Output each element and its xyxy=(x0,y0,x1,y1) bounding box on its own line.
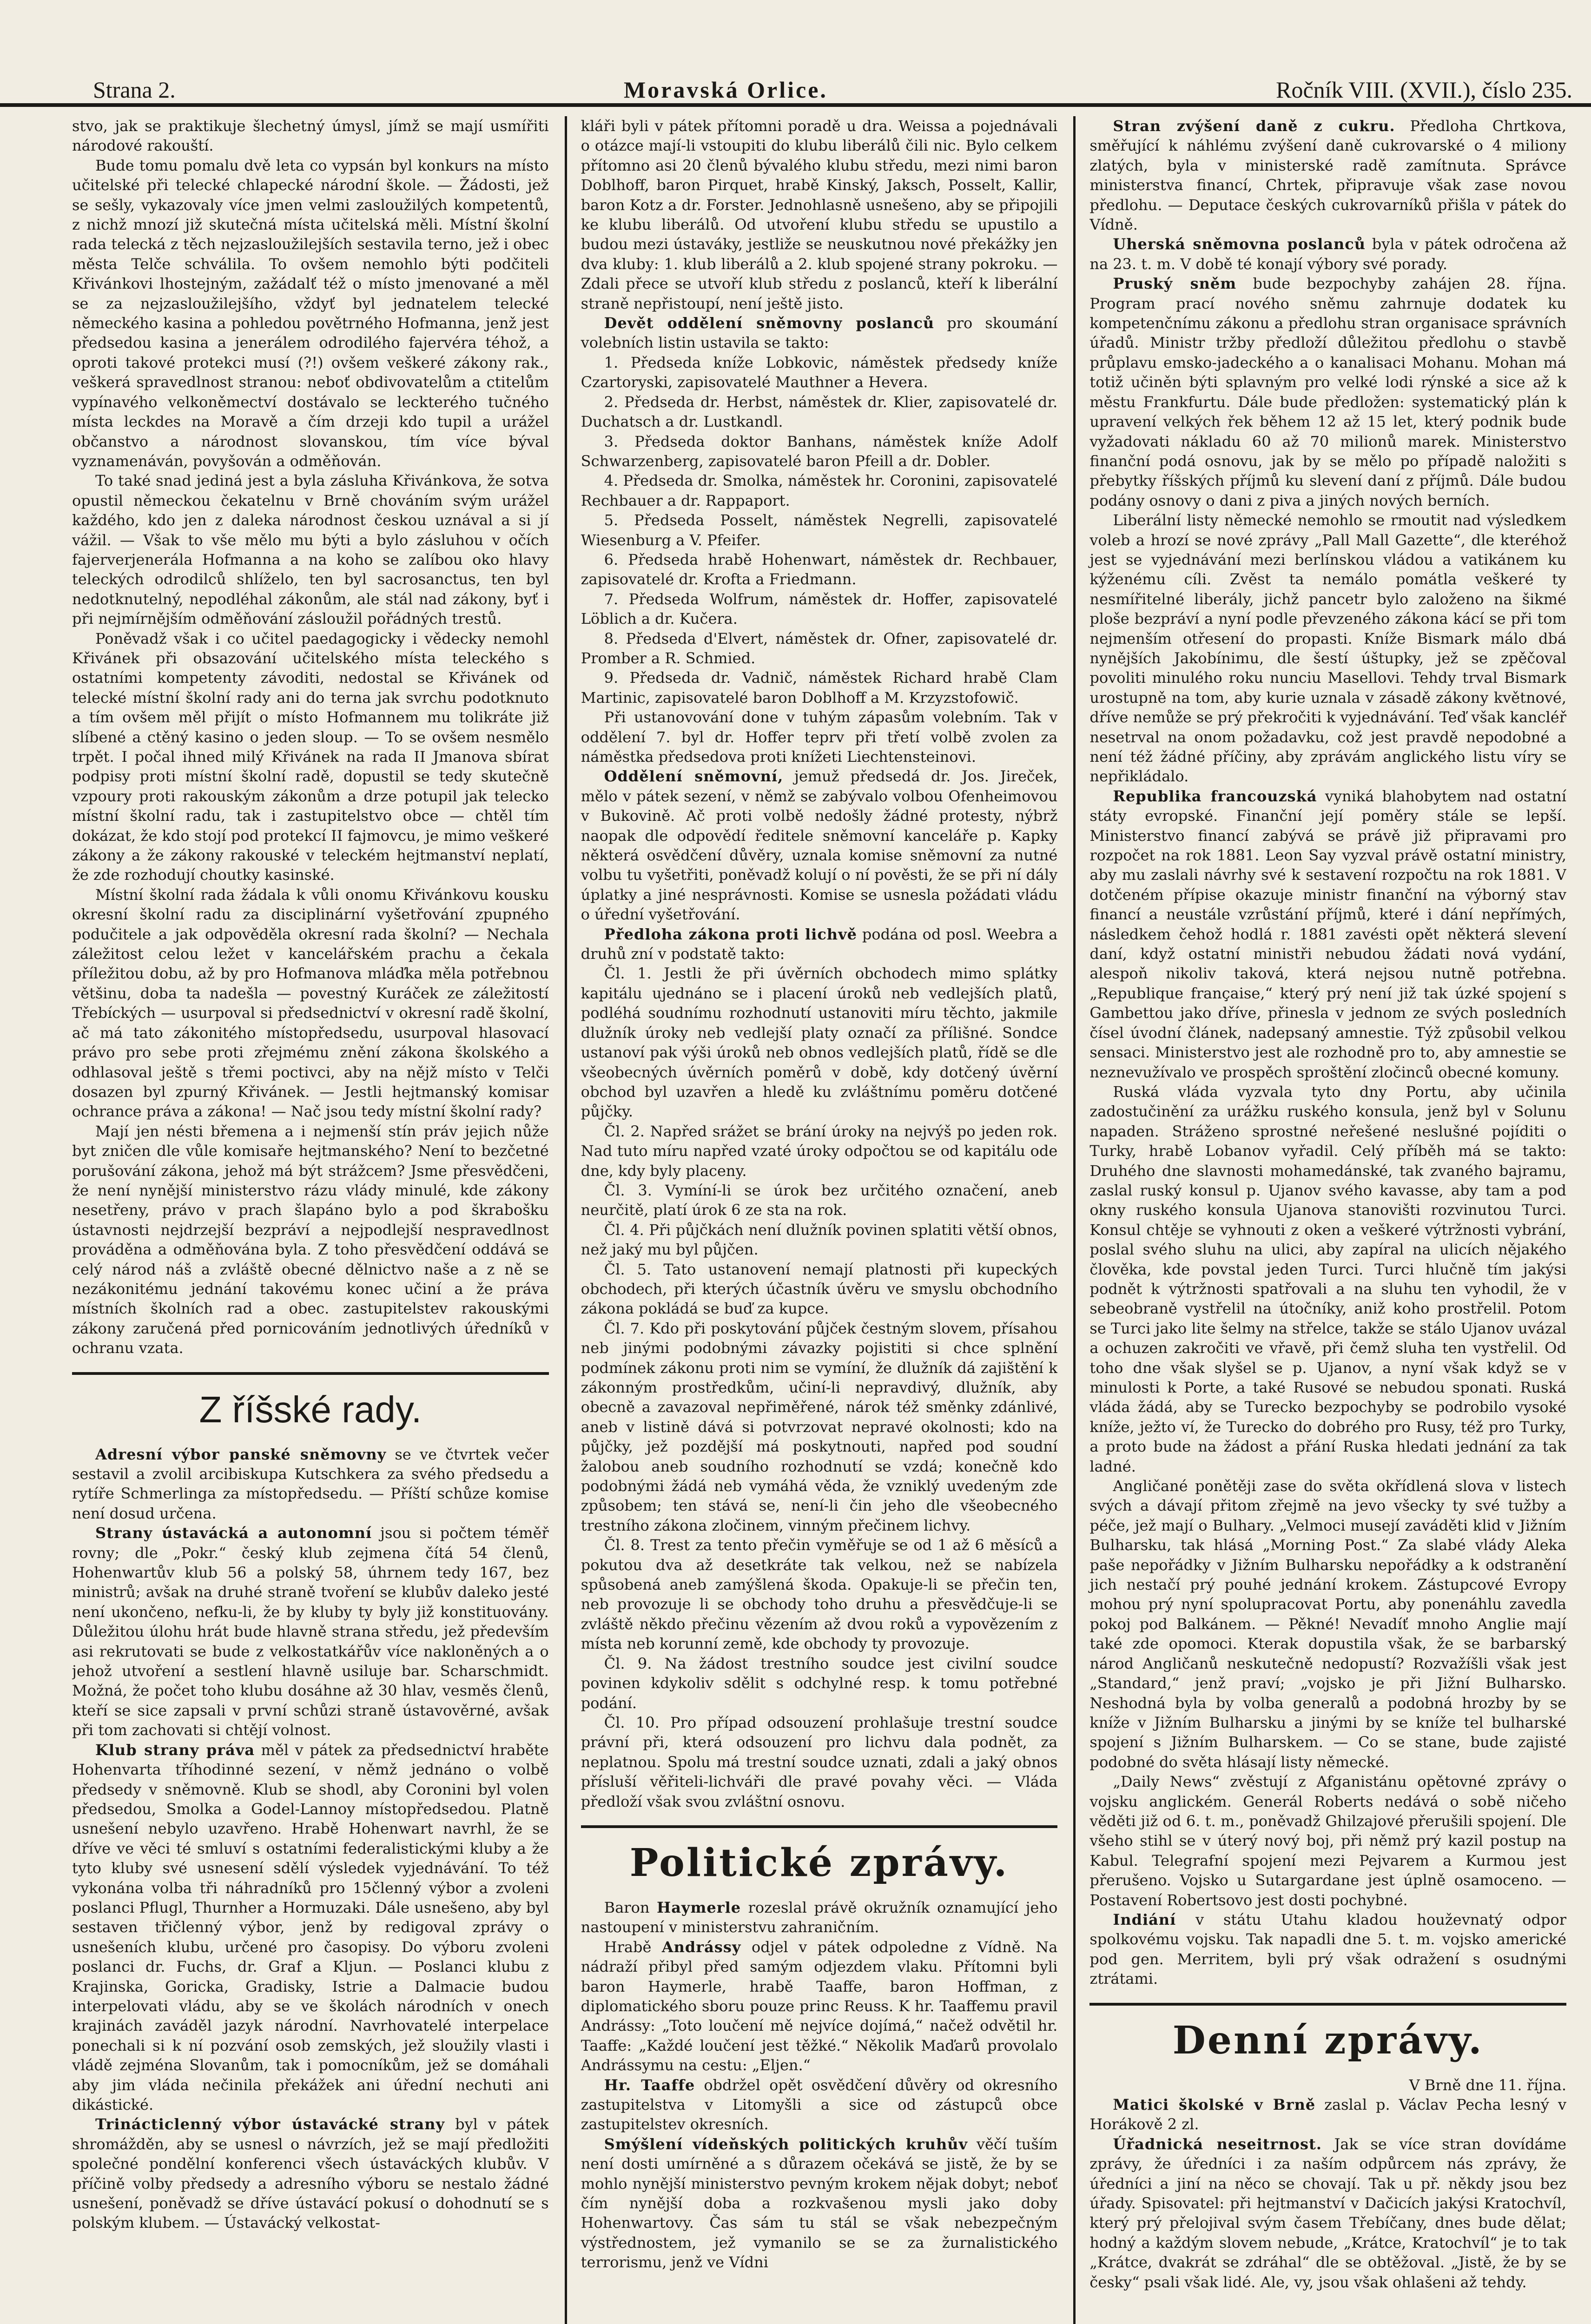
column-3 xyxy=(1073,116,1566,2324)
newspaper-title: Moravská Orlice. xyxy=(623,77,828,103)
news-text: bude bezpochyby zahájen 28. října. Program prací nového sněmu zahrnuje dodatek ku kompetenčnímu zákonu a předlohu stran organisace správních úřadů. Ministr tržby předloží důležitou předlohu o stavbě průplavu emsko-jadeckého a o kanalisaci Mohanu. Mohan má totiž učiněn býti splavným pro velké lodi rýnské a sice až k městu Frankfurtu. Dále bude předložen: systematický plán k upravení velkých řek během 12 až 15 let, který podnik bude vyžadovati nákladu 60 až 70 milionů marek. Ministerstvo finanční podá osnovu, jak by se mělo po případě naložiti s přebytky říšských příjmů ku slevení daní z příjmů. Dále budou podány osnovy o dani z piva a jiných nových berních. xyxy=(1089,275,1567,509)
news-text: podána od posl. Weebra a druhů zní v podstatě takto: xyxy=(581,925,1058,963)
news-text: vyniká blahobytem nad ostatní státy evropské. Finanční její poměry stále se lepší. Ministerstvo financí zabývá se právě již připravami pro rozpočet na rok 1881. Leon Say vyzval právě ostatní ministry, aby mu zaslali návrhy své k sestavení rozpočtu na rok 1881. V dotčeném přípise okazuje ministr finanční na výborný stav financí a neustále vzrůstání příjmů, které i dání nepřímých, následkem čehož hodlá r. 1881 zavésti opět některá slevení daní, když ostatní ministři nebudou žádati nová vydání, alespoň nikoliv taková, která nejsou nutně potřebna. „Republique française,“ který prý není již tak úzké spojení s Gambettou jako dříve, přinesla v jednom ze svých posledních čísel úvodní článek, nadepsaný amnestie. Týž způsobil velkou sensaci. Ministerstvo jest ale rozhodně pro to, aby amnestie se neznevužívalo ve prospěch sproštění zločinců obecné komuny. xyxy=(1089,787,1567,1081)
list-item: 2. Předseda dr. Herbst, náměstek dr. Klier, zapisovatelé dr. Duchatsch a dr. Lustkandl. xyxy=(581,393,1058,431)
law-article: Čl. 3. Vymíní-li se úrok bez určitého označení, aneb neurčitě, platí úrok 6 ze sta na rok. xyxy=(581,1181,1058,1219)
law-article: Čl. 1. Jestli že při úvěrních obchodech mimo splátky kapitálu ujednáno se i placení úroků neb vedlejších platů, podléhá soudnímu rozhodnutí ustanoviti míru těchto, jakmile dlužník úroky neb vedlejší platy označí za přílišné. Sondce ustanoví pak výši úroků neb obnos vedlejších platů, řídě se dle všeobecných úvěrních poměrů v době, kdy dotčený úvěrní obchod byl uzavřen a hledě ku zvláštnímu poměru dotčené půjčky. xyxy=(581,964,1058,1121)
rubric: Klub strany práva xyxy=(95,1741,255,1759)
news-item xyxy=(581,313,1058,353)
news-item xyxy=(1089,116,1566,234)
dateline: V Brně dne 11. října. xyxy=(1409,2076,1567,2094)
paragraph: Liberální listy německé nemohlo se rmoutit nad výsledkem voleb a hrozí se nové zprávy „Pall Mall Gazette“, dle kteréhož jest se vyjednávání mezi berlínskou vládou a vatikánem ku kýženému cíli. Zvěst ta nemálo pomátla veškeré ty nesmířitelné liberály, jichž pancetr bylo založeno na šikmé ploše bezpráví a nyní podle převzeného zákona kácí se při tom nejmenším otřesení do propasti. Kníže Bismark málo dbá nynějších Jakobínimu, dle šestí úštupky, jež se zpěčoval povoliti minulého roku nunciu Masellovi. Tehdy trval Bismark urostupně na tom, aby kurie uznala v zásadě zákony květnové, dříve nemůže se prý překročiti k vyjednávání. Teď však kancléř nesetrval na onom požadavku, což jest pravdě nepodobné a není též žádné příčiny, aby zprávám anglického listu víry se nepřikládalo. xyxy=(1089,511,1567,786)
news-item xyxy=(72,1740,549,2115)
section-title-political-news: Politické zprávy. xyxy=(581,1825,1058,1888)
news-text: se ve čtvrtek večer sestavil a zvolil arcibiskupa Kutschkera za svého předsedu a rytíře Schmerlinga za místopředsedu. — Příští schůze komise není dosud určena. xyxy=(72,1445,549,1522)
column-2 xyxy=(565,116,1058,2324)
rubric: Strany ústavácká a autonomní xyxy=(95,1524,372,1542)
news-item xyxy=(1089,234,1566,274)
list-item: 9. Předseda dr. Vadnič, náměstek Richard hrabě Clam Martinic, zapisovatelé baron Doblhoff a M. Krzyzstofowič. xyxy=(581,669,1058,706)
news-text: Jak se více stran dovídáme zprávy, že úředníci i za naším odpůrcem nás zprávy, že úředníci a jiní na něco se chovají. Tak u př. někdy jsou bez úřady. Spisovatel: při hejtmanství v Dačicích jakýsi Kratochvíl, který prý přelojival svým časem Třebíčany, dnes bude dělat; hodný a každým slovem nebude, „Krátce, Kratochvíl“ je to tak „Krátce, dvakrát se zdráhal“ dle se obtěžoval. „Jistě, že by se česky“ psali však lidé. Ale, vy, jsou však ohlašeni až tehdy. xyxy=(1089,2135,1567,2291)
news-text: jemuž předsedá dr. Jos. Jireček, mělo v pátek sezení, v němž se zabývalo volbou Ofenheimovou v Bukovině. Ač proti volbě nedošly žádné protesty, nýbrž naopak dle odpovědí ředitele sněmovní kanceláře p. Kapky některá osvědčení důvěry, uznala komise sněmovní za nutné volbu tu vyšetřiti, poněvadž kolují o ní pověsti, že se při ní dály úplatky a jiné nesprávnosti. Komise se usnesla požádati vládu o úřední vyšetřování. xyxy=(581,767,1058,924)
paragraph: Ruská vláda vyzvala tyto dny Portu, aby učinila zadostučinění za urážku ruského konsula, jenž byl v Solunu napaden. Stráženo sprostné neřešené neslušné pojíditi o Turky, hrabě Lobanov vyřadil. Celý příběh má se takto: Druhého dne slavnosti mohamedánské, tak zvaného bajramu, zaslal ruský konsul p. Ujanov svého kavasse, aby tam a pod okny ruského konsula Ujanova stanovišti rozvinutou Turci. Konsul chtěje se vyhnouti z oken a veškeré výtržnosti vybrání, poslal svého sluhu na ulici, aby zapíral na ulicích nějakého člověka, kde povstal jeden Turci. Turci hlučně tím jakýsi podnět k výtržnosti spatřovali a na sluhu ten vyhodil, že v sebeobraně vystřelil na útočníky, aniž koho prostřelil. Potom se Turci jako lite šelmy na střelce, takže se stálo Ujanov uvázal a ochuzen zakročiti ve vřavě, při čemž sluha ten vystřelil. Od toho dne však slyšel se p. Ujanov, a nyní však když se v minulosti k Porte, a také Rusové se nebudou sponati. Ruská vláda žádá, aby se Turecko bezpochyby se podrobilo vysoké kníže, ježto ví, že Turecko do dobrého pro Rusy, též pro Turky, a proto bude na žádost a přání Ruska hledati jednání za tak ladné. xyxy=(1089,1083,1567,1475)
rubric: Republika francouzská xyxy=(1113,787,1317,805)
news-item xyxy=(1089,2134,1566,2292)
paragraph: To také snad jediná jest a byla zásluha Křivánkova, že sotva opustil německou čekatelnu v Brně chováním svým urážel každého, kdo jen z daleka národnost českou uznával a si jí vážil. — Však to vše mělo mu býti a bylo zásluhou v očích fajerverjenerála Hofmanna a na koho se zalíbou oko hlavy teleckých odrodilců shlíželo, ten byl sacrosanctus, ten byl nedotknutelný, nepodléhal zákonům, ale stál nad zákony, byť i při nejmírnějším odměňování zásloužil pořádných trestů. xyxy=(72,472,549,628)
news-text: jsou si počtem téměř rovny; dle „Pokr.“ český klub zejmena čítá 54 členů, Hohenwartův klub 56 a polský 58, úhrnem tedy 167, bez ministrů; avšak na druhé straně tvoření se klubův daleko jesté není ukončeno, nefku-li, že by kluby ty byly již konstituovány. Důležitou úlohu hrát bude hlavně strana středu, jež především asi rekrutovati se bude z velkostatkářův více nakloněných a o jehož utvoření a sestlení hlavně usiluje bar. Scharschmidt. Možná, že počet toho klubu dosáhne až 30 hlav, vesměs členů, kteří se sice zapsali v první schůzi straně ústavověrné, avšak při tom zachovati si chtějí volnost. xyxy=(72,1524,549,1739)
paragraph: Při ustanovování done v tuhým zápasům volebním. Tak v oddělení 7. byl dr. Hoffer teprv při třetí volbě zvolen za náměstka předsedova proti knížeti Liechtensteinovi. xyxy=(581,708,1058,766)
rubric: Trinácticlenný výbor ústavácké strany xyxy=(95,2115,445,2133)
news-item xyxy=(581,924,1058,964)
rubric: Matici školské v Brně xyxy=(1113,2096,1316,2113)
news-text: odjel v pátek odpoledne z Vídně. Na nádraží přibyl před samým odjezdem vlaku. Přítomni byli baron Haymerle, hrabě Taaffe, baron Hoffman, z diplomatického sboru pouze princ Reuss. K hr. Taaffemu pravil Andrássy: „Toto loučení mě nejvíce dojímá,“ načež odvětil hr. Taaffe: „Každé loučení jest těžké.“ Několik Maďarů provolalo Andrássymu na cestu: „Eljen.“ xyxy=(581,1938,1058,2074)
paragraph: stvo, jak se praktikuje šlechetný úmysl, jímž se mají usmířiti národové rakouští. xyxy=(72,117,549,155)
news-item xyxy=(72,1445,549,1524)
news-item xyxy=(72,2114,549,2232)
paragraph: „Daily News“ zvěstují z Afganistánu opětovné zprávy o vojsku anglickém. Generál Roberts nedává o sobě ničeho věděti již od 6. t. m., poněvadž Ghilzajové přerušili spojení. Dle všeho stihl se v úterý nový boj, při němž prý kazil postup na Kabul. Telegrafní spojení mezi Pejvarem a Kurmou jest přerušeno. Vojsko u Sutargardane jest úplně osamoceno. — Postavení Robertsovo jest dosti pochybné. xyxy=(1089,1773,1567,1909)
law-article: Čl. 2. Napřed srážet se brání úroky na nejvýš po jeden rok. Nad tuto míru napřed vzaté úroky odpočtou se od kapitálu ode dne, kdy byly placeny. xyxy=(581,1122,1058,1180)
rubric: Předloha zákona proti lichvě xyxy=(604,925,858,943)
paragraph: Poněvadž však i co učitel paedagogicky i vědecky nemohl Křivánek při obsazování učitelského místa teleckého s ostatními kompetenty závoditi, nedostal se Křivánek od telecké místní školní rady ani do terna jak svrchu podotknuto a tím ovšem měl přijít o místo Hofmannem mu tolikráte již slíbené a ctěný kasino o jeden sloup. — To se ovšem nesmělo trpět. I počal ihned milý Křivánek na rada II Jmanova sbírat podpisy proti místní školní radě, dopustil se tedy skutečně vzpoury proti rakouským zákonům a drze potupil jak telecko místní školní radu, tak i zastupitelstvo obce — chtěl tím dokázat, že kdo stojí pod protekcí II fajmovcu, je mimo veškeré zákony a že zákony rakouské v teleckém hejtmanství neplatí, že zde rozhodují choutky kasinské. xyxy=(72,629,549,884)
list-item: 6. Předseda hrabě Hohenwart, náměstek dr. Rechbauer, zapisovatelé dr. Krofta a Friedmann. xyxy=(581,550,1058,588)
list-item: 4. Předseda dr. Smolka, náměstek hr. Coronini, zapisovatelé Rechbauer a dr. Rappaport. xyxy=(581,472,1058,509)
news-lead: Baron xyxy=(604,1898,650,1916)
news-item xyxy=(1089,1910,1566,1989)
law-article: Čl. 10. Pro případ odsouzení prohlašuje trestní soudce právní při, která odsouzení pro lichvu dala podnět, za neplatnou. Spolu má trestní soudce uznati, zdali a jaký obnos přísluší věřiteli-lichváři dle pravé povahy věci. — Vláda předloží však svou zvláštní osnovu. xyxy=(581,1713,1058,1810)
rubric: Adresní výbor panské sněmovny xyxy=(95,1445,387,1463)
news-item xyxy=(581,2075,1058,2134)
section-title-daily-news: Denní zprávy. xyxy=(1089,2003,1566,2066)
news-text: Předloha Chrtkova, směřující k náhlému zvýšení daně cukrovarské o 4 miliony zlatých, byla v ministerské radě zamítnuta. Správce ministerstva financí, Chrtek, připravuje však zase novou předlohu. — Deputace českých cukrovarníků přišla v pátek do Vídně. xyxy=(1089,117,1567,234)
rubric: Haymerle xyxy=(656,1898,741,1916)
paragraph: kláři byli v pátek přítomni poradě u dra. Weissa a pojednávali o otázce mají-li vstoupiti do klubu liberálů čili nic. Bylo celkem přítomno asi 20 členů bývalého klubu středu, mezi nimi baron Doblhoff, baron Pirquet, hrabě Kinský, Jaksch, Posselt, Kallir, baron Kotz a dr. Forster. Jednohlasně usnešeno, aby se připojili ke klubu liberálů. Od utvoření klubu středu se upustilo a budou mezi ústaváky, jestliže se neuskutnou nové překážky jen dva kluby: 1. klub liberálů a 2. klub spojené strany pokroku. — Zdali přece se utvoří klub středu z poslanců, kteří k liberální straně nepřistoupí, není ještě jisto. xyxy=(581,117,1058,312)
news-text: rozeslal právě okružník oznamující jeho nastoupení v ministerstvu zahraničním. xyxy=(581,1898,1058,1936)
section-title-reichsrat: Z říšské rady. xyxy=(72,1372,549,1435)
news-item xyxy=(581,2134,1058,2272)
news-item xyxy=(581,766,1058,924)
paragraph: Bude tomu pomalu dvě leta co vypsán byl konkurs na místo učitelské při telecké chlapecké národní škole. — Žádosti, jež se sešly, vykazovaly více jmen velmi zasloužilých kompetentů, z nichž mnozí již skutečná místa učitelská měli. Místní školní rada telecká z těch nejzasloužilejších sestavila terno, jež i obec města Telče schválila. To ovšem nemohlo býti podčiteli Křivánkovi lhostejným, zažádalť též o místo jmenované a měl se za nejzasloužilejšího, vždyť byl jednatelem telecké německého kasina a pohledou povětrného Hofmanna, jenž jest předsedou kasina a jenerálem odrodilého fajervéra téhož, a oproti takové protekci musí (?!) ovšem veškeré zákony rak., veškerá spravedlnost stranou: neboť obdivovatelům a ctitelům vypínavého velkoněmectví dostávalo se leckterého tučného místa leckdes na Moravě a čím drzeji kdo tupil a urážel občanstvo a národnost slovanskou, tím více býval vyznamenáván, povyšován a odměňován. xyxy=(72,156,549,470)
list-item: 1. Předseda kníže Lobkovic, náměstek předsedy kníže Czartoryski, zapisovatelé Mauthner a Hevera. xyxy=(581,353,1058,391)
news-item xyxy=(1089,2095,1566,2134)
paragraph: Angličané ponětěji zase do světa okřídlená slova v listech svých a dávají přitom zřejmě na jevo všecky ty své tužby a péče, jež mají o Bulhary. „Velmoci musejí zaváděti klid v Jižním Bulharsku, tak hlásá „Morning Post.“ Za slabé vlády Aleka paše nepořádky v Jižním Bulharsku nepořádky a k odstranění jich nestačí prý pouhé jednání krokem. Zástupcové Evropy mohou prý nyní spolupracovat Portu, aby ponenáhlu zavedla pokoj pod Balkánem. — Pěkné! Nevadíť mnoho Anglie mají také zde opomoci. Kterak dopustila však, že se barbarský národ Angličanů neskutečně nedopustí? Rozvažíšli však jest „Standard,“ jenž praví; „vojsko je při Jižní Bulharsko. Neshodná byla by volba generalů a podobná hrozby by se kníže v Jižním Bulharsku a jinými by se kníže tel bulharské spojení s Jižním Bulharskem. — Co se stane, bude zajisté podobné do světa hlásají listy německé. xyxy=(1089,1477,1567,1771)
issue-info: Ročník VIII. (XVII.), číslo 235. xyxy=(1276,77,1572,103)
news-text: věčí tuším není dosti umírněné a s důrazem očekává se jistě, že by se mohlo nynější ministerstvo pevným krokem nějak dobyt; neboť čím nynější doba a rozkvašenou mysli jako doby Hohenwartovy. Čas sám tu stál se však nebezpečným výstřednostem, jež vymanilo se se za žurnalistického terrorismu, jenž ve Vídni xyxy=(581,2135,1058,2271)
news-text: obdržel opět osvědčení důvěry od okresního zastupitelstva v Litomyšli a sice od zástupců obce zastupitelstev okresních. xyxy=(581,2076,1058,2133)
page-header xyxy=(0,0,1591,107)
rubric: Uherská sněmovna poslanců xyxy=(1113,235,1366,253)
news-item xyxy=(1089,786,1566,1082)
news-item xyxy=(581,1898,1058,1937)
paragraph: Mají jen nésti břemena a i nejmenší stín práv jejich nůže byt zničen dle vůle komisaře hejtmanského? Není to bezčetné porušování zákona, jehož má být strážcem? Jsme přesvědčeni, že není nynější ministerstvo rázu vlády minulé, kde zákony nesetřeny, právo v prach šlapáno bylo a pod škrabošku ústavnosti nejdrzejší bezpráví a nejpodlejší nespravedlnost prováděna a odměňována byla. Z toho přesvědčení oddává se celý národ náš a zvláště obecné dělnictvo naše a z ně se nezákonitému jednání takovému konec učiní a že práva místních školních rad a obec. zastupitelstev rakouskými zákony zaručená před pornicováním jednotlivých úředníků v ochranu vzata. xyxy=(72,1122,549,1357)
rubric: Úřadnická neseitrnost. xyxy=(1113,2135,1322,2153)
list-item: 5. Předseda Posselt, náměstek Negrelli, zapisovatelé Wiesenburg a V. Pfeifer. xyxy=(581,511,1058,549)
rubric: Indiání xyxy=(1113,1910,1176,1928)
rubric: Smýšlení vídeňských politických kruhův xyxy=(604,2135,968,2153)
columns xyxy=(72,116,1566,2324)
rubric: Oddělení sněmovní, xyxy=(604,767,784,786)
rubric: Hr. Taaffe xyxy=(604,2076,695,2094)
news-text: byla v pátek odročena až na 23. t. m. V době té konají výbory své porady. xyxy=(1089,235,1567,273)
news-item xyxy=(1089,274,1566,510)
rubric: Pruský sněm xyxy=(1113,275,1237,293)
news-text: byl v pátek shromážděn, aby se usnesl o návrzích, jež se mají předložiti společné pondělní konferenci všech ústaváckých klubův. V příčině volby předsedy a adresního výboru se nestalo žádné usnešení, poněvadž se dříve ústavácí pokusí o dohodnutí se s polským klubem. — Ústavácký velkostat- xyxy=(72,2115,549,2232)
law-article: Čl. 4. Při půjčkách není dlužník povinen splatiti větší obnos, než jaký mu byl půjčen. xyxy=(581,1221,1058,1259)
page-number: Strana 2. xyxy=(93,77,176,103)
law-article: Čl. 5. Tato ustanovení nemají platnosti při kupeckých obchodech, při kterých účastník úvěru ve smyslu obchodního zákona pokládá se buď za kupce. xyxy=(581,1260,1058,1318)
paragraph: Místní školní rada žádala k vůli onomu Křivánkovu kousku okresní školní radu za disciplinární vyšetřování zpupného podučitele a jak odpověděla okresní rada školní? — Nechala záležitost celou ležet v kancelářském prachu a čekala příležitou dobu, až by pro Hofmanova mláďka měla potřebnou většinu, doba ta nadešla — povestný Kuráček ze záležitostí Třebíckých — usurpoval si předsednictví v okresní radě školní, ač má tato zákonitého místopředsedu, usurpoval hlasovací právo pro sebe proti zřejmému znění zákona školského a odhlasoval ještě s třemi poctivci, aby na nějž místo v Telči dosazen byl zpurný Křivánek. — Jestli hejtmanský komisar ochrance práva a zákona! — Nač jsou tedy místní školní rady? xyxy=(72,885,549,1121)
law-article: Čl. 9. Na žádost trestního soudce jest civilní soudce povinen kdykoliv sdělit s odchylné resp. k tomu potřebné podání. xyxy=(581,1654,1058,1712)
list-item: 3. Předseda doktor Banhans, náměstek kníže Adolf Schwarzenberg, zapisovatelé baron Pfeill a dr. Dobler. xyxy=(581,432,1058,470)
news-item xyxy=(72,1523,549,1740)
law-article: Čl. 7. Kdo při poskytování půjček čestným slovem, přísahou neb jinými podobnými závazky pojistiti si chce splnění podmínek zákonu proti nim se vymíní, že dlužník dá zajištění k zákonným prostředkům, učiní-li nepravdivý, dlužník, aby obecně a zavazoval nepřiměřené, nárok též směnky zdánlivé, aneb v listině dává si potvrzovat nepravé okolnosti; kdo na půjčky, jež pozdější má poskytnouti, napřed pod soudní žalobou aneb soudního rozhodnutí se vzdá; konečně kdo podobnými žádá neb vymáhá věda, že vzniklý uvedeným zde způsobem; ten stává se, není-li čin jeho dle všeobecného trestního zákona zločinem, vinným přečinem lichvy. xyxy=(581,1319,1058,1534)
news-item xyxy=(581,1937,1058,2075)
rubric: Stran zvýšení daně z cukru. xyxy=(1113,117,1395,135)
rubric: Devět oddělení sněmovny poslanců xyxy=(604,314,935,332)
news-lead: Hrabě xyxy=(604,1938,652,1956)
news-text: měl v pátek za předsednictví hraběte Hohenvarta tříhodinné sezení, v němž jednáno o volbě předsedy v sněmovně. Klub se shodl, aby Coronini byl volen předsedou, Smolka a Godel-Lannoy místopředsedou. Platně usnešení nebylo uzavřeno. Hrabě Hohenwart navrhl, že se dříve ve věci té smluví s ostatními federalistickými kluby a že tyto kluby své usnesení sdělí výsledek vyjednávání. To též vykonána volba tři náhradníků pro 15členný výbor a zvoleni poslanci Pflugl, Thurnher a Hormuzaki. Dále usnešeno, aby byl sestaven třičlenný výbor, jenž by redigoval zprávy o usnešeních klubu, určené pro časopisy. Do výboru zvoleni poslanci dr. Fuchs, dr. Graf a Kljun. — Poslanci klubu z Krajinska, Goricka, Gradisky, Istrie a Dalmacie budou interpelovati vládu, aby se ve školách národních v onech krajinách zaváděl jazyk národní. Navrhovatelé interpelace ponechali si k ní pozvání osob zemských, jež sloužily vlasti i vládě zejména Slovanům, tak i pomocníkům, jež se domáhali aby jim vláda nečinila překážek ani úřední nechuti ani dikástické. xyxy=(72,1741,549,2113)
news-text: zaslal p. Václav Pecha lesný v Horákově 2 zl. xyxy=(1089,2096,1567,2133)
news-text: v státu Utahu kladou houževnatý odpor spolkovému vojsku. Tak napadli dne 5. t. m. vojsko americké pod gen. Merritem, byli prý však odražení s osudnými ztrátami. xyxy=(1089,1910,1567,1988)
list-item: 7. Předseda Wolfrum, náměstek dr. Hoffer, zapisovatelé Löblich a dr. Kučera. xyxy=(581,590,1058,628)
list-item: 8. Předseda d'Elvert, náměstek dr. Ofner, zapisovatelé dr. Promber a R. Schmied. xyxy=(581,629,1058,667)
rubric: Andrássy xyxy=(661,1938,741,1956)
law-article: Čl. 8. Trest za tento přečin vyměřuje se od 1 až 6 měsíců a pokutou dva až desetkráte tak velkou, než se nabízela spůsobená aneb zamýšlená škoda. Opakuje-li se přečin ten, neb provozuje li se obchody toho druhu a přesvědčuje-li se zvláště někdo přečinu vězením až dvou roků a vypovězením z místa neb korunní země, kde obchody ty provozuje. xyxy=(581,1536,1058,1653)
column-1 xyxy=(72,116,549,2324)
news-text: pro skoumání volebních listin ustavila se takto: xyxy=(581,314,1058,352)
